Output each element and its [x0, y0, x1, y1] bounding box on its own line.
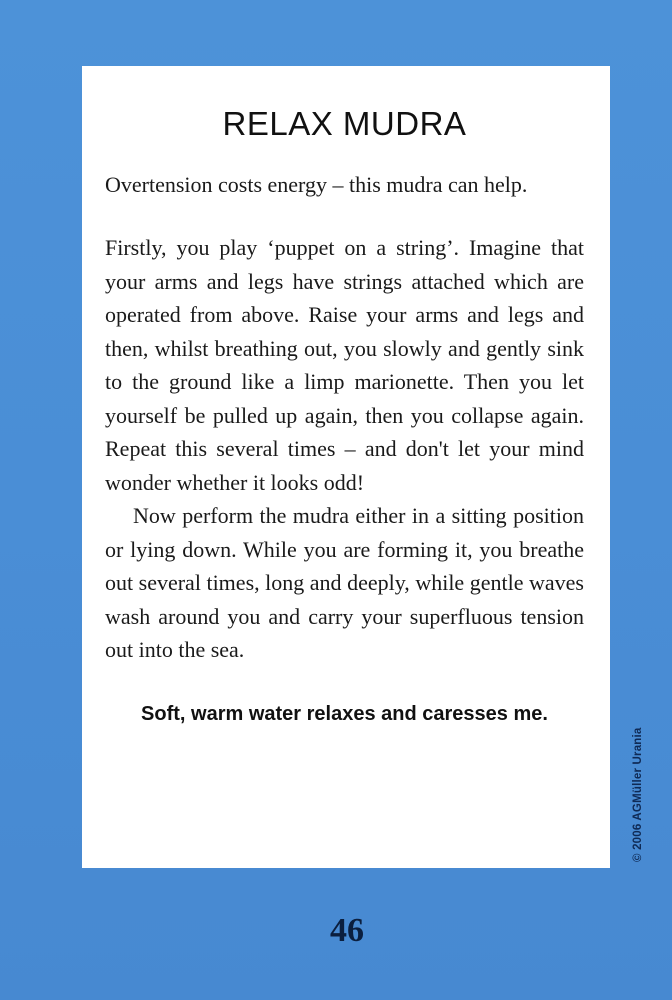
instruction-paragraph-2: Now perform the mudra either in a sitting position or lying down. While you are forming it, you breathe out several times, long and deeply, while gentle waves wash around you and carry your superfluous tension out into the sea. — [105, 503, 584, 662]
text-panel — [82, 66, 610, 868]
card-title: RELAX MUDRA — [222, 105, 467, 142]
instruction-paragraph-1: Firstly, you play ‘puppet on a string’. Imagine that your arms and legs have strings attached which are operated from above. Raise your arms and legs and then, whilst breathing out, you slowly and gently sink to the ground like a limp marionette. Then you let yourself be pulled up again, then you collapse again. Repeat this several times – and don't let your mind wonder whether it looks odd! — [105, 235, 584, 495]
affirmation-text: Soft, warm water relaxes and caresses me. — [141, 702, 548, 725]
copyright-notice: © 2006 AGMüller Urania — [632, 727, 644, 862]
page-number: 46 — [330, 912, 364, 949]
intro-text: Overtension costs energy – this mudra can help. — [105, 172, 528, 197]
